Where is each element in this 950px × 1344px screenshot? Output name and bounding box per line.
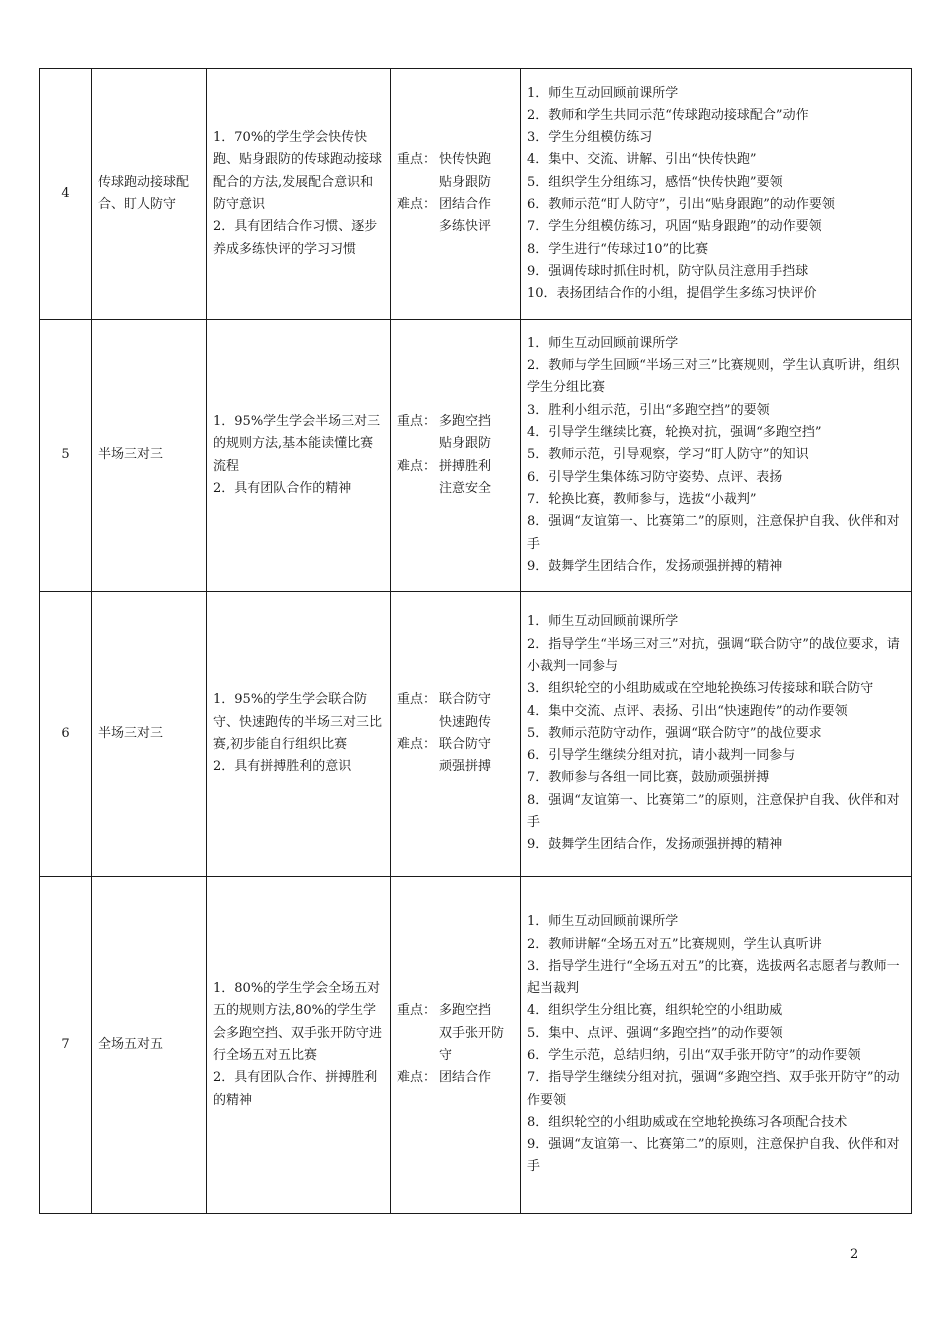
- activity-item: 1．师生互动回顾前课所学: [527, 614, 679, 630]
- difficult-point: 拼搏胜利: [439, 458, 492, 474]
- activity-item: 1．师生互动回顾前课所学: [527, 335, 679, 351]
- lesson-content: 传球跑动接球配合、盯人防守: [92, 69, 207, 320]
- key-point: 双手张开防守: [439, 1025, 505, 1063]
- difficult-point: 注意安全: [439, 480, 492, 496]
- activity-item: 8．强调“友谊第一、比赛第二”的原则，注意保护自我、伙伴和对手: [527, 514, 900, 552]
- difficult-point: 多练快评: [439, 219, 492, 235]
- key-difficult-points: [391, 69, 521, 320]
- label-spacer: [397, 756, 439, 778]
- activity-item: 1．师生互动回顾前课所学: [527, 85, 679, 101]
- key-point: 联合防守: [439, 692, 492, 708]
- activity-item: 5．集中、点评、强调“多跑空挡”的动作要领: [527, 1025, 783, 1041]
- activity-item: 6．引导学生继续分组对抗，请小裁判一同参与: [527, 748, 796, 764]
- label-spacer: [397, 172, 439, 194]
- goal-item: 1．80%的学生学会全场五对五的规则方法,80%的学生学会多跑空挡、双手张开防守进行全场五对五比赛: [213, 981, 383, 1063]
- activity-item: 8．强调“友谊第一、比赛第二”的原则，注意保护自我、伙伴和对手: [527, 792, 900, 831]
- activity-item: 2．教师和学生共同示范“传球跑动接球配合”动作: [527, 107, 809, 123]
- label-spacer: [397, 712, 439, 734]
- key-point: 贴身跟防: [439, 436, 492, 452]
- activity-item: 3．学生分组模仿练习: [527, 130, 653, 146]
- teaching-activities: [521, 877, 912, 1214]
- label-spacer: [397, 433, 439, 455]
- lesson-plan-table: [39, 68, 912, 1214]
- lesson-number: 6: [40, 592, 92, 877]
- teaching-activities: [521, 320, 912, 592]
- key-point: 多跑空挡: [439, 1003, 492, 1019]
- lesson-row: [40, 877, 912, 1214]
- key-point: 多跑空挡: [439, 413, 492, 429]
- activity-item: 4．集中交流、点评、表扬、引出“快速跑传”的动作要领: [527, 703, 848, 719]
- activity-item: 4．集中、交流、讲解、引出“快传快跑”: [527, 152, 757, 168]
- difficult-point: 团结合作: [439, 197, 492, 212]
- activity-item: 4．引导学生继续比赛，轮换对抗，强调“多跑空挡”: [527, 425, 822, 441]
- activity-item: 9．强调传球时抓住时机，防守队员注意用手挡球: [527, 263, 809, 279]
- difficulty-label: 难点：: [397, 737, 437, 752]
- difficult-point: 顽强拼搏: [439, 759, 492, 775]
- lesson-number: 7: [40, 877, 92, 1214]
- activity-item: 3．组织轮空的小组助威或在空地轮换练习传接球和联合防守: [527, 681, 874, 697]
- lesson-number: 4: [40, 69, 92, 320]
- lesson-content: 全场五对五: [92, 877, 207, 1214]
- key-point: 快传快跑: [439, 152, 492, 168]
- goal-item: 2．具有团队合作、拼搏胜利的精神: [213, 1070, 378, 1108]
- activity-item: 7．轮换比赛，教师参与，选拔“小裁判”: [527, 491, 757, 507]
- teaching-activities: [521, 69, 912, 320]
- activity-item: 9．鼓舞学生团结合作，发扬顽强拼搏的精神: [527, 837, 783, 853]
- difficult-point: 团结合作: [439, 1070, 492, 1086]
- lesson-goals: [207, 592, 391, 877]
- key-difficult-points: [391, 320, 521, 592]
- activity-item: 5．组织学生分组练习，感悟“快传快跑”要领: [527, 174, 783, 190]
- label-spacer: [397, 1023, 439, 1068]
- activity-item: 2．教师与学生回顾“半场三对三”比赛规则，学生认真听讲，组织学生分组比赛: [527, 358, 900, 396]
- activity-item: 7．学生分组模仿练习，巩固“贴身跟跑”的动作要领: [527, 219, 822, 235]
- activity-item: 2．教师讲解“全场五对五”比赛规则，学生认真听讲: [527, 936, 822, 952]
- goal-item: 2．具有团队合作的精神: [213, 480, 352, 496]
- activity-item: 8．组织轮空的小组助威或在空地轮换练习各项配合技术: [527, 1114, 848, 1130]
- activity-item: 6．学生示范，总结归纳，引出“双手张开防守”的动作要领: [527, 1048, 861, 1063]
- goal-item: 2．具有团结合作习惯、逐步养成多练快评的学习习惯: [213, 219, 378, 257]
- key-label: 重点：: [397, 692, 437, 708]
- lesson-row: [40, 592, 912, 877]
- activity-item: 7．教师参与各组一同比赛，鼓励顽强拼搏: [527, 770, 770, 786]
- activity-item: 8．学生进行“传球过10”的比赛: [527, 241, 709, 257]
- key-point: 快速跑传: [439, 714, 492, 730]
- key-label: 重点：: [397, 152, 437, 168]
- difficulty-label: 难点：: [397, 458, 437, 474]
- activity-item: 3．指导学生进行“全场五对五”的比赛，选拔两名志愿者与教师一起当裁判: [527, 958, 900, 997]
- lesson-goals: [207, 877, 391, 1214]
- teaching-activities: [521, 592, 912, 877]
- key-label: 重点：: [397, 1003, 437, 1019]
- activity-item: 9．强调“友谊第一、比赛第二”的原则，注意保护自我、伙伴和对手: [527, 1137, 900, 1175]
- goal-item: 2．具有拼搏胜利的意识: [213, 759, 352, 775]
- key-difficult-points: [391, 592, 521, 877]
- activity-item: 1．师生互动回顾前课所学: [527, 914, 679, 930]
- activity-item: 9．鼓舞学生团结合作，发扬顽强拼搏的精神: [527, 558, 783, 574]
- lesson-goals: [207, 69, 391, 320]
- goal-item: 1．70%的学生学会快传快跑、贴身跟防的传球跑动接球配合的方法,发展配合意识和防守意识: [213, 130, 383, 212]
- activity-item: 6．引导学生集体练习防守姿势、点评、表扬: [527, 469, 783, 485]
- lesson-goals: [207, 320, 391, 592]
- goal-item: 1．95%学生学会半场三对三的规则方法,基本能读懂比赛流程: [213, 413, 381, 474]
- activity-item: 2．指导学生“半场三对三”对抗，强调“联合防守”的战位要求，请小裁判一同参与: [527, 636, 900, 674]
- lesson-number: 5: [40, 320, 92, 592]
- activity-item: 3．胜利小组示范，引出“多跑空挡”的要领: [527, 402, 770, 418]
- label-spacer: [397, 216, 439, 238]
- key-point: 贴身跟防: [439, 174, 492, 190]
- activity-item: 5．教师示范，引导观察，学习“盯人防守”的知识: [527, 447, 809, 463]
- activity-item: 7．指导学生继续分组对抗，强调“多跑空挡、双手张开防守”的动作要领: [527, 1070, 900, 1108]
- lesson-content: 半场三对三: [92, 592, 207, 877]
- difficulty-label: 难点：: [397, 197, 437, 212]
- page-number: 2: [850, 1247, 859, 1262]
- lesson-row: [40, 320, 912, 592]
- difficulty-label: 难点：: [397, 1070, 437, 1086]
- activity-item: 6．教师示范“盯人防守”，引出“贴身跟跑”的动作要领: [527, 197, 835, 212]
- key-difficult-points: [391, 877, 521, 1214]
- activity-item: 5．教师示范防守动作，强调“联合防守”的战位要求: [527, 725, 822, 741]
- activity-item: 4．组织学生分组比赛，组织轮空的小组助威: [527, 1003, 783, 1019]
- goal-item: 1．95%的学生学会联合防守、快速跑传的半场三对三比赛,初步能自行组织比赛: [213, 692, 383, 752]
- activity-item: 10．表扬团结合作的小组，提倡学生多练习快评价: [527, 286, 817, 302]
- lesson-row: [40, 69, 912, 320]
- difficult-point: 联合防守: [439, 737, 492, 752]
- key-label: 重点：: [397, 413, 437, 429]
- label-spacer: [397, 478, 439, 500]
- lesson-content: 半场三对三: [92, 320, 207, 592]
